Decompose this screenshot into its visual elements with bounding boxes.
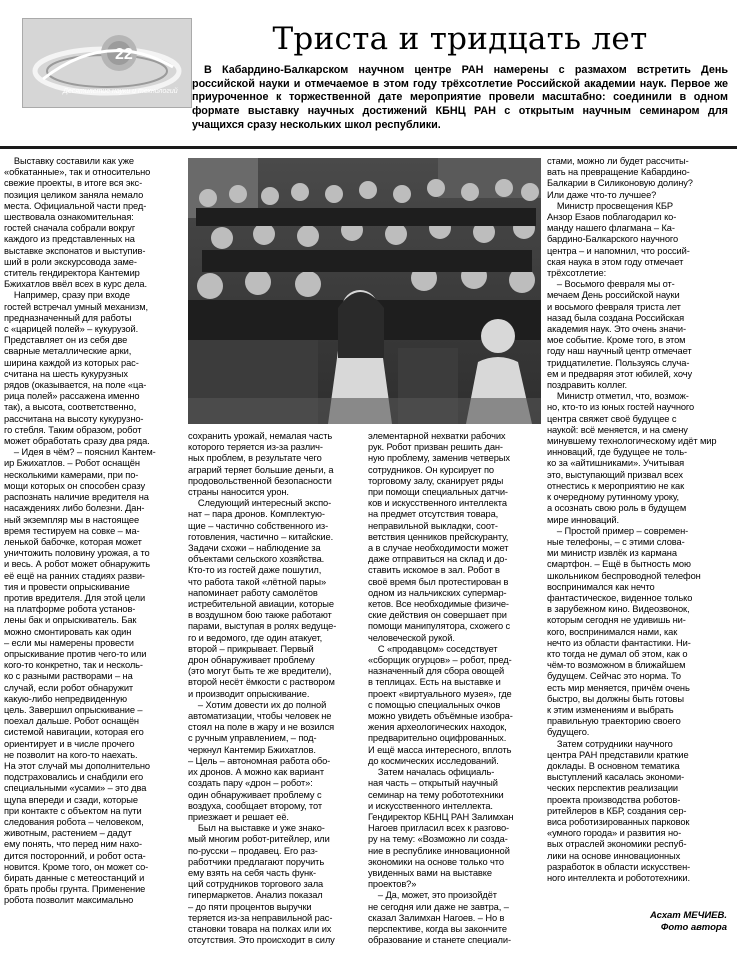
science-decade-logo <box>22 18 192 108</box>
logo-number: 22 <box>115 46 133 63</box>
seminar-audience-photo <box>188 158 541 424</box>
photo-credit: Фото автора <box>660 921 727 933</box>
article-column-3: элементарной нехватки рабочих рук. Робот призван решить дан- ную проблему, заменив четверых сотрудников. Он курсирует по торговому залу, сканирует ряды при помощи специальных датчи- ков и искусственного интеллекта на предмет отсутствия товара, неправильной выкладки, соот- ветствия ценников прейскуранту, а в случае необходимости может даже отправиться на склад и до- ставить искомое в зал. Робот в своё время был протестирован в одном из нальчикских супермар- кетов. Все необходимые физиче- ские действия он совершает при помощи манипулятора, схожего с человеческой рукой. С «продавцом» соседствует «сборщик огурцов» – робот, пред- назначенный для сбора овощей в теплицах. Есть на выставке и проект «виртуального музея», где с помощью специальных очков можно увидеть объёмные изобра- жения археологических находок, предварительно оцифрованных. И ещё масса интересного, вплоть до космических исследований. Затем началась официаль- ная часть – открытый научный семинар на тему робототехники и искусственного интеллекта. Гендиректор КБНЦ РАН Залимхан Нагоев пригласил всех к разгово- ру на тему: «Возможно ли созда- ние в республике инновационной экономики на основе только что увиденных вами на выставке проектов?» – Да, может, это произойдёт не сегодня или даже не завтра, – сказал Залимхан Нагоев. – Но в перспективе, когда вы закончите образование и станете специали- <box>368 431 514 946</box>
logo-graphic <box>23 19 191 107</box>
header-divider <box>0 146 737 149</box>
photo-graphic <box>188 158 541 424</box>
logo-caption: Десятилетие науки и технологий <box>63 88 178 95</box>
article-title: Триста и тридцать лет <box>272 21 648 57</box>
author-name: Асхат МЕЧИЕВ. <box>650 910 727 921</box>
article-column-4: стами, можно ли будет рассчиты- вать на превращение Кабардино- Балкарии в Силиконовую долину? Или даже что-то лучшее? Министр просвещения КБР Анзор Езаов поблагодарил ко- манду нашего флагмана – Ка- бардино-Балкарского научного центра – и напомнил, что россий- ская наука в этом году отмечает трёхсотлетие: – Восьмого февраля мы от- мечаем День российской науки и восьмого февраля триста лет назад была создана Российская академия наук. Это очень значи- мое событие. Кроме того, в этом году наш научный центр отмечает тридцатилетие. Пользуясь случа- ем и предваряя этот юбилей, хочу поздравить коллег. Министр отметил, что, возмож- но, кто-то из юных гостей научного центра свяжет своё будущее с наукой: всё меняется, и на смену минувшему технологическому идёт мир инноваций, где будущее не толь- ко за «айтишниками». Учитывая это, выступающий призвал всех отнестись к мероприятию не как к очередному рутинному уроку, а осознать свою роль в будущем мире инноваций. – Простой пример – современ- ные телефоны, – с этими слова- ми министр извлёк из кармана смартфон. – Ещё в бытность мою школьником беспроводной телефон воспринимался как нечто фантастическое, виденное только в зарубежном кино. Видеозвонок, которым сегодня не удивишь ни- кого, воспринимался нами, как нечто из области фантастики. Ни- кто тогда не думал об этом, как о чём-то возможном в ближайшем будущем. Сейчас это норма. То есть мир меняется, причём очень быстро, вы должны быть готовы к этим изменениям и выбрать правильную траекторию своего будущего. Затем сотрудники научного центра РАН представили краткие доклады. В основном тематика выступлений касалась экономи- ческих перспектив реализации проекта производства роботов- ритейлеров в КБР, создания сер- виса роботизированных парковок «умного города» и развития но- вых отраслей экономики респуб- лики на основе инновационных разработок в области искусствен- ного интеллекта и робототехники. <box>547 156 717 883</box>
article-column-1: Выставку составили как уже «обкатанные», так и относительно свежие проекты, в итоге вся экс- позиция целиком заняла немало места. Официальной части пред- шествовала ознакомительная: гостей сначала собрали вокруг каждого из представленных на выставке экспонатов и выступив- ший в роли экскурсовода заме- ститель гендиректора Кантемир Бжихатлов ввёл всех в курс дела. Например, сразу при входе гостей встречал умный механизм, предназначенный для работы с «царицей полей» – кукурузой. Представляет он из себя две сварные металлические арки, ширина каждой из которых рас- считана на шесть кукурузных рядов (оказывается, на поле «ца- рица полей» рассажена именно так), а высота, соответственно, рассчитана на высоту кукурузно- го стебля. Таким образом, робот может обработать сразу два ряда. – Идея в чём? – пояснил Кантем- ир Бжихатлов. – Робот оснащён несколькими камерами, при по- мощи которых он способен сразу распознать наличие вредителя на насаждениях либо болезни. Дан- ный экземпляр мы в настоящее время тестируем на совке – ма- ленькой бабочке, которая может уничтожить половину урожая, а то и весь. А робот может обнаружить её ещё на ранних стадиях разви- тия и провести опрыскивание против вредителя. Для этой цели на платформе робота установ- лены бак и опрыскиватель. Бак можно смонтировать как один – если мы намерены провести опрыскивание против чего-то или кого-то конкретно, так и несколь- ко с разными растворами – на случай, если робот обнаружит какую-либо непредвиденную цель. Завершил опрыскивание – поехал дальше. Робот оснащён системой навигации, которая его ориентирует и в числе прочего не позволит на кого-то наехать. На этот случай мы дополнительно подстраховались и снабдили его специальными «усами» – это два щупа впереди и сзади, которые при контакте с объектом на пути следования робота – человеком, животным, растением – дадут ему понять, что перед ним нахо- дится посторонний, и робот оста- новится. Кроме того, он может со- бирать данные с метеостанций и брать пробы грунта. Применение робота позволит максимально <box>4 156 156 906</box>
article-column-2: сохранить урожай, немалая часть которого теряется из-за различ- ных проблем, в результате чего аграрий теряет большие деньги, а продовольственной безопасности страны наносится урон. Следующий интересный экспо- нат – пара дронов. Комплектую- щие – частично собственного из- готовления, частично – китайские. Задачи схожи – наблюдение за объектами сельского хозяйства. Кто-то из гостей даже пошутил, что работа такой «лётной пары» напоминает работу самолётов истребительной авиации, которые в воздушном бою также работают парами, выступая в ролях ведуще- го и ведомого, где один атакует, второй – прикрывает. Первый дрон обнаруживает проблему (это могут быть те же вредители), второй несёт ёмкости с раствором и производит опрыскивание. – Хотим довести их до полной автоматизации, чтобы человек не стоял на поле в жару и не возился с ручным управлением, – под- черкнул Кантемир Бжихатлов. – Цель – автономная работа обо- их дронов. А можно как вариант создать пару «дрон – робот»: один обнаруживает проблему с воздуха, сообщает второму, тот приезжает и решает её. Был на выставке и уже знако- мый многим робот-ритейлер, или по-русски – продавец. Его раз- работчики предлагают поручить ему взять на себя часть функ- ций сотрудников торгового зала гипермаркетов. Анализ показал – до пяти процентов выручки теряется из-за неправильной рас- становки товара на полках или их отсутствия. Это происходит в силу <box>188 431 337 946</box>
byline <box>527 910 727 933</box>
article-lead: В Кабардино-Балкарском научном центре РАН намерены с размахом встретить День российской науки и отмечаемое в этом году трёхсотлетие Российской академии наук. Первое же приуроченное к торжественной дате мероприятие провели масштабно: соединили в одном формате выставку научных достижений КБНЦ РАН с открытым научным семинаром для учащихся сразу нескольких школ республики. <box>192 64 731 131</box>
